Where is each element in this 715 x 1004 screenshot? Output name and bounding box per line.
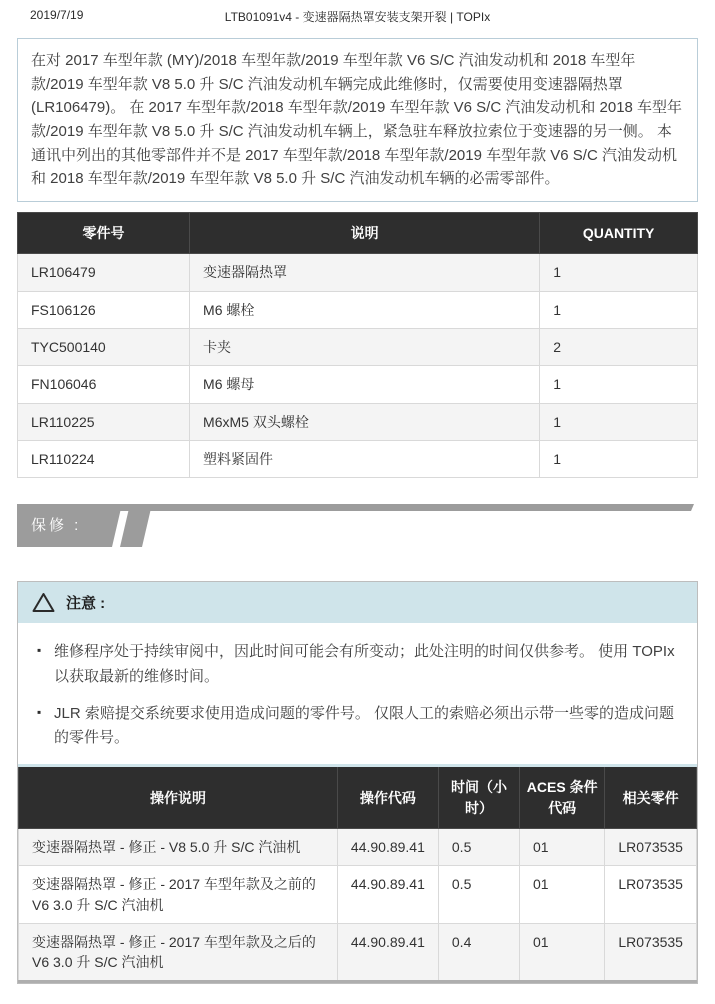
table-cell: 变速器隔热罩 - 修正 - 2017 车型年款及之前的 V6 3.0 升 S/C 汽油机 [19,866,338,924]
notice-bullet-item: ▪ JLR 索赔提交系统要求使用造成问题的零件号。 仅限人工的索赔必须出示带一些零的造成问题的零件号。 [37,702,675,751]
table-cell: TYC500140 [18,329,190,366]
notice-bullet-item: ▪ 维修程序处于持续审阅中，因此时间可能会有所变动；此处注明的时间仅供参考。 使用 TOPIx 以获取最新的维修时间。 [37,640,675,689]
table-cell: 01 [520,866,605,924]
table-cell: LR073535 [605,866,697,924]
table-cell: 卡夹 [190,329,540,366]
notice-header-band [18,582,697,623]
table-cell: 变速器隔热罩 - 修正 - V8 5.0 升 S/C 汽油机 [19,828,338,865]
table-row [19,923,697,982]
notice-title: 注意 : [66,595,106,613]
table-header-cell: 相关零件 [605,766,697,829]
table-cell: 1 [540,366,698,403]
parts-table-body [18,254,698,478]
table-header-cell: QUANTITY [540,213,698,254]
table-row [18,366,698,403]
table-row [18,440,698,477]
notice-box [17,581,698,984]
warning-triangle-icon [32,592,55,613]
table-cell: 塑料紧固件 [190,440,540,477]
table-cell: LR110225 [18,403,190,440]
table-cell: 44.90.89.41 [337,923,438,982]
table-cell: M6 螺栓 [190,291,540,328]
table-cell: LR073535 [605,923,697,982]
intro-paragraph: 在对 2017 车型年款 (MY)/2018 车型年款/2019 车型年款 V6 S/C 汽油发动机和 2018 车型年款/2019 车型年款 V8 5.0 升 S/C 汽油发动机车辆完成此维修时，仅需要使用变速器隔热罩 (LR106479)。 在 2017 车型年款/2018 车型年款/2019 车型年款 V6 S/C 汽油发动机和 2018 车型年款/2019 车型年款 V8 5.0 升 S/C 汽油发动机车辆上，紧急驻车释放拉索位于变速器的另一侧。 本通讯中列出的其他零部件并不是 2017 车型年款/2018 车型年款/2019 车型年款 V6 S/C 汽油发动机和 2018 车型年款/2019 车型年款 V8 5.0 升 S/C 汽油发动机车辆的必需零部件。 [31,52,683,188]
table-cell: LR073535 [605,828,697,865]
table-cell: 44.90.89.41 [337,866,438,924]
labor-time-table [18,764,697,983]
table-cell: FN106046 [18,366,190,403]
table-cell: 0.5 [438,828,519,865]
table-cell: 01 [520,828,605,865]
table-header-cell: 说明 [190,213,540,254]
parts-table [17,212,698,478]
table-cell: 0.4 [438,923,519,982]
print-date: 2019/7/19 [30,8,84,22]
document-title: LTB01091v4 - 变速器隔热罩安装支架开裂 | TOPIx [224,10,491,24]
table-header-cell: 操作说明 [19,766,338,829]
table-header-cell: 零件号 [18,213,190,254]
table-cell: 01 [520,923,605,982]
table-header-cell: 时间（小时） [438,766,519,829]
table-cell: LR106479 [18,254,190,291]
table-cell: 1 [540,403,698,440]
warranty-section-banner [17,504,698,547]
table-cell: M6xM5 双头螺栓 [190,403,540,440]
table-cell: M6 螺母 [190,366,540,403]
table-cell: 变速器隔热罩 - 修正 - 2017 车型年款及之后的 V6 3.0 升 S/C 汽油机 [19,923,338,982]
table-row [18,329,698,366]
table-row [18,291,698,328]
table-header-cell: 操作代码 [337,766,438,829]
table-cell: LR110224 [18,440,190,477]
labor-table-header [19,766,697,829]
print-header [17,8,698,24]
intro-box [17,38,698,202]
parts-table-header [18,213,698,254]
table-cell: 1 [540,291,698,328]
table-row [19,866,697,924]
warranty-banner-label: 保修 : [31,517,82,535]
table-header-cell: ACES 条件代码 [520,766,605,829]
table-cell: 44.90.89.41 [337,828,438,865]
banner-shape [17,504,698,547]
table-cell: 变速器隔热罩 [190,254,540,291]
table-row [19,828,697,865]
notice-bullet-list [18,623,697,764]
labor-table-body [19,828,697,981]
table-header-row [18,213,698,254]
table-cell: FS106126 [18,291,190,328]
table-cell: 1 [540,254,698,291]
table-row [18,403,698,440]
table-cell: 2 [540,329,698,366]
table-header-row [19,766,697,829]
table-row [18,254,698,291]
table-cell: 1 [540,440,698,477]
table-cell: 0.5 [438,866,519,924]
